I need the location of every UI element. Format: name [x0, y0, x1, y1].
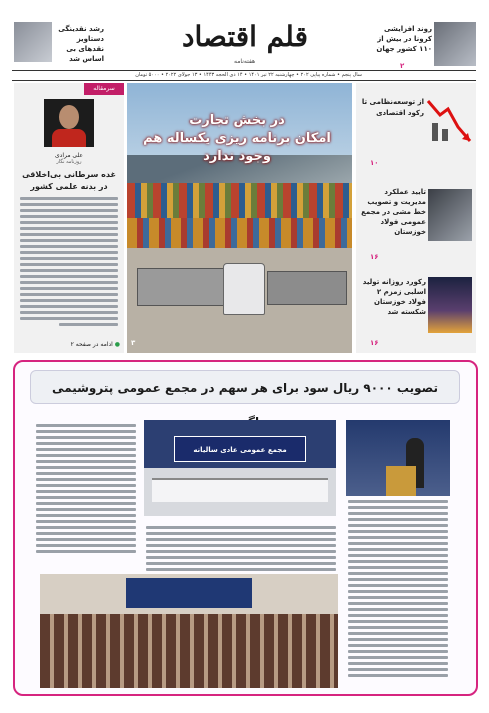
editorial-column [14, 83, 124, 353]
right-item-1-page: ۱۰ [370, 159, 379, 167]
feature-col-left-text [36, 424, 136, 556]
feature-photo-speaker [346, 420, 450, 496]
container-yard-lower [127, 218, 352, 248]
author-face [59, 105, 79, 129]
truck-trailer-icon [137, 268, 227, 306]
right-item-3-page: ۱۶ [370, 339, 379, 347]
editorial-continue[interactable] [20, 341, 120, 348]
main-story-page: ۳ [131, 339, 136, 347]
right-item-3-image [428, 277, 472, 333]
main-story[interactable] [127, 83, 352, 353]
top-left-story-image [14, 22, 52, 62]
audience-seats [40, 614, 338, 688]
top-right-story-image [434, 22, 476, 66]
top-right-story-page: ۲ [400, 62, 405, 70]
editorial-headline: غده سرطانی بی‌اخلاقی در بدنه علمی کشور [22, 170, 116, 191]
chart-down-icon [426, 93, 472, 145]
feature-photo-assembly-hall [144, 420, 336, 516]
right-item-2-title: تایید عملکرد مدیریت و تصویب خط مشی در مجمع عمومی فولاد خوزستان [361, 188, 426, 236]
right-item-3-title: رکورد روزانه تولید اسلبی زمزم ۲ فولاد خوزستان شکسته شد [362, 278, 426, 316]
right-item-3[interactable] [356, 267, 476, 353]
feature-banner-text: مجمع عمومی عادی سالیانه [193, 446, 287, 454]
right-item-1[interactable] [356, 83, 476, 169]
top-right-story[interactable] [372, 22, 476, 74]
continue-label: ادامه در صفحه ۲ [70, 341, 113, 348]
feature-col-middle-text [146, 526, 336, 574]
main-story-headline-2: امکان برنامه ریزی یکساله هم [143, 131, 331, 146]
right-item-2-image [428, 189, 472, 241]
editorial-label-box [84, 83, 124, 95]
feature-headline: تصویب ۹۰۰۰ ریال سود برای هر سهم در مجمع عمومی پتروشیمی [52, 381, 438, 395]
editorial-body-text [20, 197, 118, 329]
right-item-2-page: ۱۶ [370, 253, 379, 261]
feature-col-right-text [348, 500, 448, 680]
top-right-story-title: روند افزایشی کرونا در بیش از ۱۱۰ کشور جهان [376, 25, 432, 53]
issue-info-bar: سال پنجم • شماره پیاپی ۲۰۲ • چهارشنبه ۲۲ تیر ۱۴۰۱ • ۱۴ ذی الحجه ۱۴۴۳ • ۱۳ جولای ۲۰۲۲ • ۵۰۰۰ تومان [135, 72, 362, 78]
main-story-headline-3: وجود ندارد [203, 149, 271, 164]
author-name: علی مرادی [54, 152, 84, 159]
feature-banner [174, 436, 306, 462]
logo-text: قلم اقتصاد [182, 20, 308, 53]
feature-headline-bar[interactable] [30, 370, 460, 404]
truck-cab-icon [223, 263, 265, 315]
head-table [152, 478, 328, 502]
right-item-2[interactable] [356, 173, 476, 263]
logo-sub: هفته‌نامه [234, 58, 256, 65]
header-rule [12, 70, 476, 71]
continue-icon: ● [114, 341, 120, 348]
top-left-story-title: رشد نقدینگی دستاویز نقدهای بی اساس شد [58, 25, 104, 63]
main-story-headline-1: در بخش تجارت [189, 113, 285, 128]
masthead-logo [180, 14, 310, 68]
header-rule-bottom [12, 80, 476, 81]
author-shirt [52, 129, 86, 147]
podium-icon [386, 466, 416, 496]
author-role: روزنامه نگار [56, 159, 82, 165]
truck-trailer-2-icon [267, 271, 347, 305]
editorial-label: سرمقاله [93, 85, 115, 92]
top-left-story[interactable] [14, 22, 104, 74]
right-item-1-title: از توسعه‌نظامی تا رکود اقتصادی [361, 98, 424, 117]
author-photo [44, 99, 94, 147]
right-column [356, 83, 476, 353]
stage-screen [126, 578, 252, 608]
feature-photo-audience [40, 574, 338, 688]
